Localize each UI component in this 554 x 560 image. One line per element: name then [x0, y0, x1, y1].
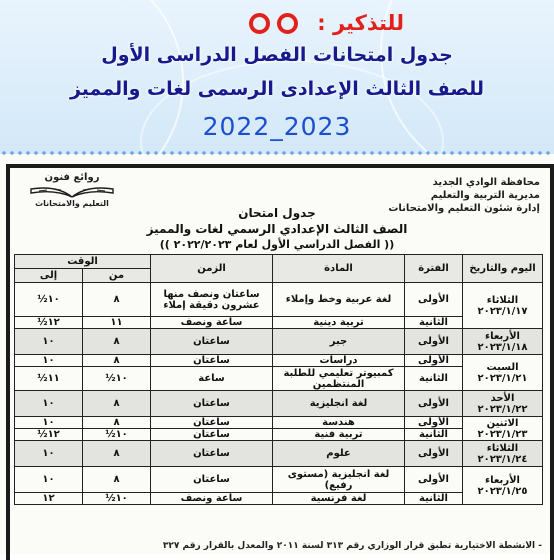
subject-cell: لغة عربية وخط وإملاء: [273, 283, 405, 317]
day-cell: الأربعاء ٢٠٢٣/١/١٨: [463, 329, 543, 355]
subject-cell: تربية دينية: [273, 317, 405, 329]
period-cell: الثانية: [405, 317, 463, 329]
subject-cell: لغة انجليزية (مستوى رفيع): [273, 467, 405, 493]
period-cell: الأولى: [405, 391, 463, 417]
table-row: [15, 355, 543, 367]
from-cell: ٨: [83, 283, 151, 317]
to-cell: ١٠½: [15, 283, 83, 317]
table-row: [15, 391, 543, 417]
header-day: اليوم والتاريخ: [463, 255, 543, 283]
exam-document: [0, 156, 554, 554]
to-cell: ١٢½: [15, 317, 83, 329]
day-cell: الأحد ٢٠٢٣/١/٢٢: [463, 391, 543, 417]
duration-cell: ساعتان: [151, 391, 273, 417]
subject-cell: لغة فرنسية: [273, 493, 405, 505]
from-cell: ٨: [83, 441, 151, 467]
header-subject: المادة: [273, 255, 405, 283]
table-row: [15, 467, 543, 493]
directorate-line: مديرية التربية والتعليم: [430, 190, 540, 201]
governorate-line: محافظة الوادي الجديد: [432, 177, 540, 188]
to-cell: ١٢: [15, 493, 83, 505]
duration-cell: ساعتان: [151, 429, 273, 441]
from-cell: ١٠½: [83, 493, 151, 505]
day-cell: الثلاثاء ٢٠٢٣/١/٢٤: [463, 441, 543, 467]
duration-cell: ساعتان: [151, 417, 273, 429]
from-cell: ٨: [83, 355, 151, 367]
period-cell: الثانية: [405, 493, 463, 505]
red-circle-icon: [249, 13, 270, 34]
table-row: [15, 283, 543, 317]
from-cell: ٨: [83, 417, 151, 429]
subject-cell: علوم: [273, 441, 405, 467]
table-row: [15, 441, 543, 467]
banner: [0, 0, 554, 154]
reminder-text: للتذكير :: [317, 11, 404, 35]
subject-cell: جبر: [273, 329, 405, 355]
duration-cell: ساعتان: [151, 467, 273, 493]
doc-title: جدول امتحان: [238, 206, 316, 220]
period-cell: الأولى: [405, 467, 463, 493]
exam-schedule-table: [14, 254, 543, 505]
from-cell: ٨: [83, 467, 151, 493]
from-cell: ١١: [83, 317, 151, 329]
subject-cell: كمبيوتر تعليمي للطلبة المنتظمين: [273, 367, 405, 391]
period-cell: الثانية: [405, 367, 463, 391]
day-cell: الأربعاء ٢٠٢٣/١/٢٥: [463, 467, 543, 505]
duration-cell: ساعتان ونصف منها عشرون دقيقة إملاء: [151, 283, 273, 317]
to-cell: ١٢½: [15, 429, 83, 441]
banner-title: جدول امتحانات الفصل الدراسى الأول: [101, 44, 453, 66]
duration-cell: ساعة: [151, 367, 273, 391]
period-cell: الأولى: [405, 441, 463, 467]
header-from: من: [83, 269, 151, 283]
subject-cell: هندسة: [273, 417, 405, 429]
header-period: الفترة: [405, 255, 463, 283]
doc-term-title: (( الفصل الدراسي الأول لعام ٢٠٢٢/٢٠٢٣ )): [159, 238, 395, 251]
red-circle-icon: [277, 13, 298, 34]
period-cell: الثانية: [405, 429, 463, 441]
duration-cell: ساعتان: [151, 441, 273, 467]
to-cell: ١٠: [15, 417, 83, 429]
duration-cell: ساعة ونصف: [151, 493, 273, 505]
to-cell: ١٠: [15, 391, 83, 417]
footnote: - الأنشطة الاختيارية تطبق قرار الوزاري رقم ٣١٣ لسنة ٢٠١١ والمعدل بالقرار رقم ٣٢٧: [162, 541, 542, 551]
duration-cell: ساعتان: [151, 329, 273, 355]
logo-text-top: روائع فنون: [44, 172, 100, 183]
from-cell: ٨: [83, 391, 151, 417]
subject-cell: تربية فنية: [273, 429, 405, 441]
header-duration: الزمن: [151, 255, 273, 283]
period-cell: الأولى: [405, 283, 463, 317]
to-cell: ١٠: [15, 329, 83, 355]
to-cell: ١٠: [15, 441, 83, 467]
from-cell: ١٠½: [83, 429, 151, 441]
subject-cell: دراسات: [273, 355, 405, 367]
book-wing-icon: [27, 183, 117, 199]
from-cell: ٨: [83, 329, 151, 355]
day-cell: الاثنين ٢٠٢٣/١/٢٣: [463, 417, 543, 441]
period-cell: الأولى: [405, 329, 463, 355]
reminder-line: [249, 8, 404, 38]
day-cell: الثلاثاء ٢٠٢٣/١/١٧: [463, 283, 543, 329]
header-to: إلى: [15, 269, 83, 283]
day-cell: السبت ٢٠٢٣/١/٢١: [463, 355, 543, 391]
period-cell: الأولى: [405, 355, 463, 367]
administration-line: إدارة شئون التعليم والامتحانات: [388, 203, 540, 214]
banner-subtitle: للصف الثالث الإعدادى الرسمى لغات والمميز: [69, 78, 485, 100]
header-time: الوقت: [15, 255, 151, 269]
to-cell: ١٠: [15, 467, 83, 493]
to-cell: ١٠: [15, 355, 83, 367]
period-cell: الأولى: [405, 417, 463, 429]
duration-cell: ساعتان: [151, 355, 273, 367]
to-cell: ١١½: [15, 367, 83, 391]
duration-cell: ساعة ونصف: [151, 317, 273, 329]
table-row: [15, 417, 543, 429]
table-row: [15, 329, 543, 355]
logo-text-bottom: التعليم والامتحانات: [35, 199, 109, 208]
academic-year: 2022_2023: [202, 112, 352, 141]
subject-cell: لغة انجليزية: [273, 391, 405, 417]
doc-grade-title: الصف الثالث الإعدادي الرسمي لغات والمميز: [146, 222, 408, 236]
from-cell: ١٠½: [83, 367, 151, 391]
